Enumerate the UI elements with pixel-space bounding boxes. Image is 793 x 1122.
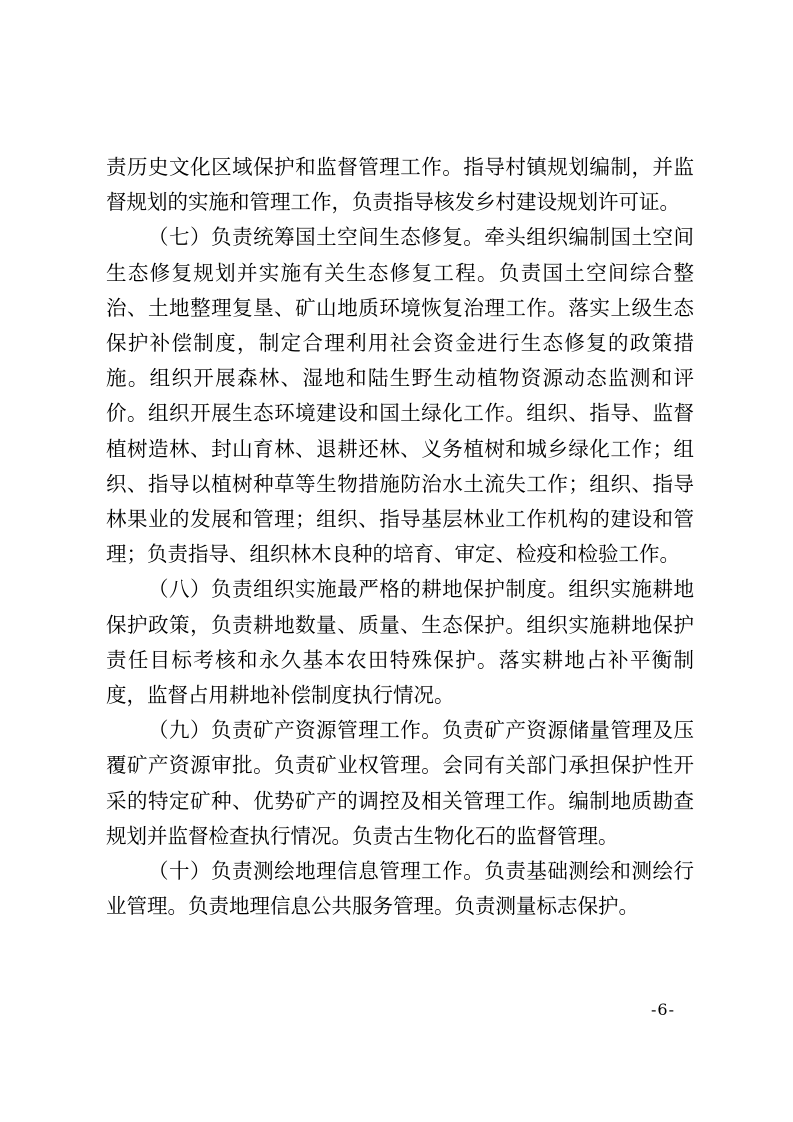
paragraph-item-7: （七）负责统筹国土空间生态修复。牵头组织编制国土空间生态修复规划并实施有关生态修复工程。负责国土空间综合整治、土地整理复垦、矿山地质环境恢复治理工作。落实上级生态保护补偿制度，制定合理利用社会资金进行生态修复的政策措施。组织开展森林、湿地和陆生野生动植物资源动态监测和评价。组织开展生态环境建设和国土绿化工作。组织、指导、监督植树造林、封山育林、退耕还林、义务植树和城乡绿化工作；组织、指导以植树种草等生物措施防治水土流失工作；组织、指导林果业的发展和管理；组织、指导基层林业工作机构的建设和管理；负责指导、组织林木良种的培育、审定、检疫和检验工作。: [106, 225, 694, 567]
document-body: [106, 150, 694, 924]
paragraph-item-8: （八）负责组织实施最严格的耕地保护制度。组织实施耕地保护政策，负责耕地数量、质量、生态保护。组织实施耕地保护责任目标考核和永久基本农田特殊保护。落实耕地占补平衡制度，监督占用耕地补偿制度执行情况。: [106, 577, 694, 708]
paragraph-continued: 责历史文化区域保护和监督管理工作。指导村镇规划编制，并监督规划的实施和管理工作，负责指导核发乡村建设规划许可证。: [106, 155, 694, 215]
page-number: -6-: [651, 1000, 675, 1019]
paragraph-item-9: （九）负责矿产资源管理工作。负责矿产资源储量管理及压覆矿产资源审批。负责矿业权管理。会同有关部门承担保护性开采的特定矿种、优势矿产的调控及相关管理工作。编制地质勘查规划并监督检查执行情况。负责古生物化石的监督管理。: [106, 718, 694, 848]
paragraph-item-10: （十）负责测绘地理信息管理工作。负责基础测绘和测绘行业管理。负责地理信息公共服务管理。负责测量标志保护。: [106, 859, 694, 919]
